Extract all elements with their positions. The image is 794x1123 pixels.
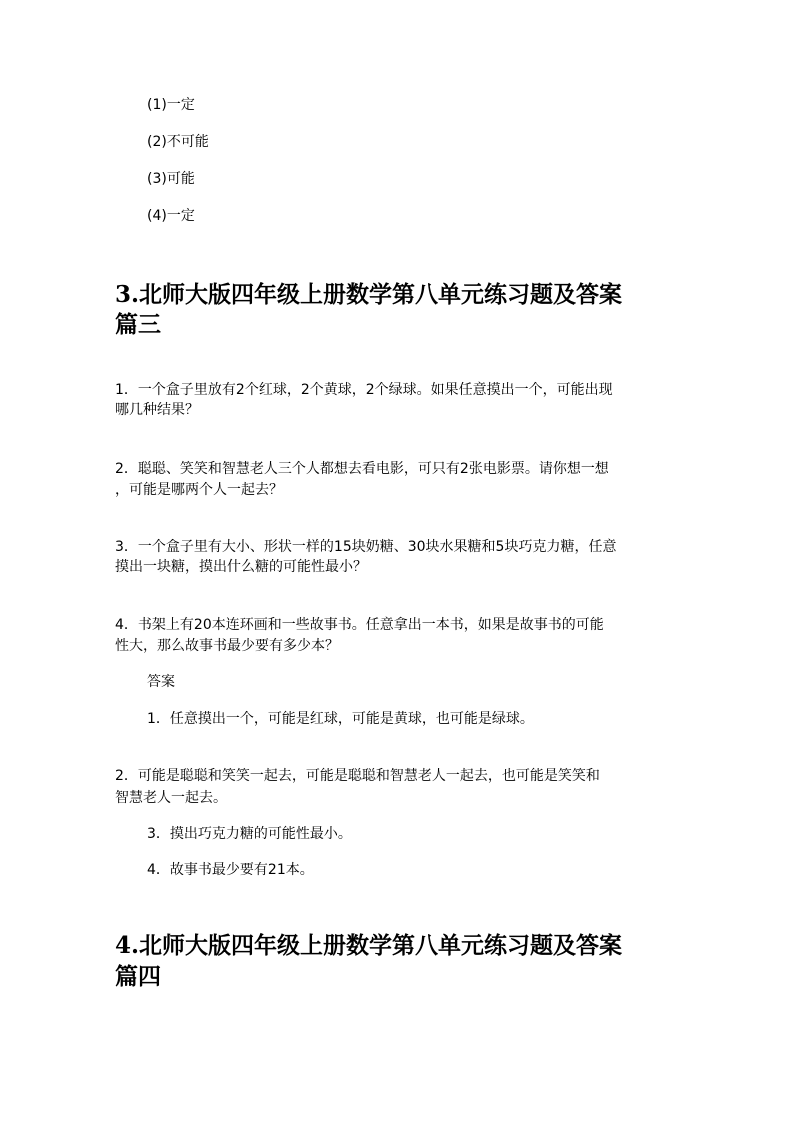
question-3-line2: 摸出一块糖，摸出什么糖的可能性最小？: [115, 559, 367, 575]
section3-title-line1: 3.北师大版四年级上册数学第八单元练习题及答案: [115, 281, 623, 308]
question-1-line2: 哪几种结果？: [115, 402, 199, 418]
answer-2-line1: 2．可能是聪聪和笑笑一起去，可能是聪聪和智慧老人一起去，也可能是笑笑和: [115, 768, 600, 784]
question-3-line1: 3．一个盒子里有大小、形状一样的15块奶糖、30块水果糖和5块巧克力糖，任意: [115, 539, 617, 555]
question-4-line1: 4．书架上有20本连环画和一些故事书。任意拿出一本书，如果是故事书的可能: [115, 617, 604, 633]
prev-answer-2: (2)不可能: [147, 134, 209, 150]
question-4-line2: 性大，那么故事书最少要有多少本？: [115, 638, 339, 654]
answer-1: 1．任意摸出一个，可能是红球，可能是黄球，也可能是绿球。: [147, 711, 534, 727]
answer-label: 答案: [147, 674, 175, 690]
question-2-line1: 2．聪聪、笑笑和智慧老人三个人都想去看电影，可只有2张电影票。请你想一想: [115, 461, 609, 477]
section3-title-line2: 篇三: [115, 311, 161, 338]
section4-title-line1: 4.北师大版四年级上册数学第八单元练习题及答案: [115, 932, 623, 959]
answer-3: 3．摸出巧克力糖的可能性最小。: [147, 826, 352, 842]
question-1-line1: 1．一个盒子里放有2个红球，2个黄球，2个绿球。如果任意摸出一个，可能出现: [115, 382, 613, 398]
question-2-line2: ，可能是哪两个人一起去？: [115, 482, 283, 498]
section4-title-line2: 篇四: [115, 963, 161, 990]
answer-4: 4．故事书最少要有21本。: [147, 862, 314, 878]
prev-answer-1: (1)一定: [147, 97, 195, 113]
prev-answer-4: (4)一定: [147, 208, 195, 224]
answer-2-line2: 智慧老人一起去。: [115, 790, 227, 806]
prev-answer-3: (3)可能: [147, 171, 195, 187]
